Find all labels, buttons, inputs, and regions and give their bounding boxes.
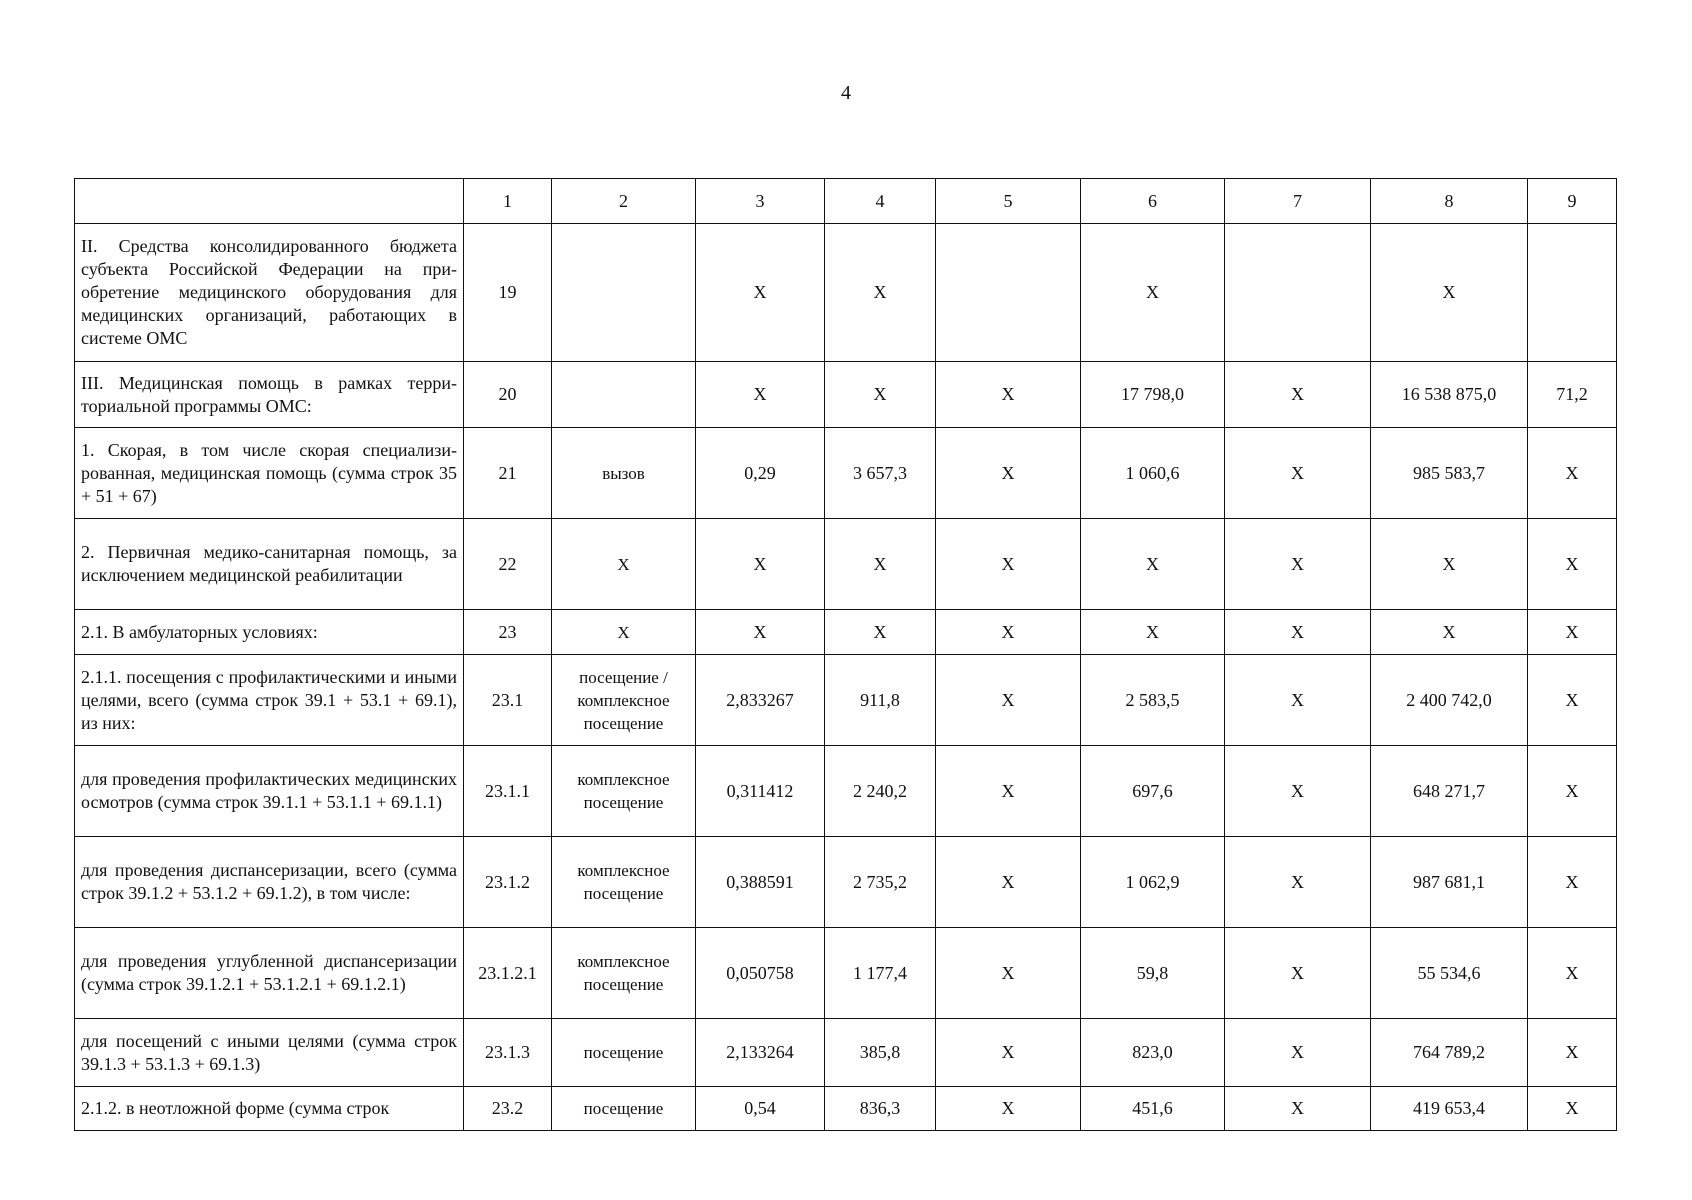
row-code: 23: [464, 610, 552, 655]
unit-cell: вызов: [552, 428, 696, 519]
column-header: 9: [1528, 179, 1617, 224]
value-cell: X: [1528, 428, 1617, 519]
value-cell: 0,050758: [696, 928, 825, 1019]
value-cell: 0,388591: [696, 837, 825, 928]
row-code: 22: [464, 519, 552, 610]
value-cell: [936, 224, 1081, 362]
value-cell: X: [825, 519, 936, 610]
value-cell: X: [936, 428, 1081, 519]
table-row: [75, 362, 1617, 428]
value-cell: X: [1528, 1019, 1617, 1087]
row-name: II. Средства консолидированного бюджета субъекта Российской Федерации на приобретение медицинского оборудования для медицинских организаций, работающих в системе ОМС: [75, 224, 464, 362]
unit-cell: X: [552, 610, 696, 655]
value-cell: X: [1225, 1087, 1371, 1131]
value-cell: X: [1528, 655, 1617, 746]
unit-cell: X: [552, 519, 696, 610]
value-cell: X: [1225, 610, 1371, 655]
column-header: 4: [825, 179, 936, 224]
table-row: [75, 655, 1617, 746]
table-row: [75, 610, 1617, 655]
value-cell: X: [696, 519, 825, 610]
value-cell: X: [936, 746, 1081, 837]
unit-cell: посещение / комплексное посещение: [552, 655, 696, 746]
value-cell: 0,29: [696, 428, 825, 519]
row-code: 21: [464, 428, 552, 519]
header-row: [75, 179, 1617, 224]
row-code: 23.1.1: [464, 746, 552, 837]
row-code: 23.1.2: [464, 837, 552, 928]
row-name: 2. Первичная медико-санитарная помощь, за исключением медицинской реабилитации: [75, 519, 464, 610]
value-cell: 2 240,2: [825, 746, 936, 837]
value-cell: 451,6: [1081, 1087, 1225, 1131]
value-cell: X: [936, 928, 1081, 1019]
row-name: III. Медицинская помощь в рамках территориальной программы ОМС:: [75, 362, 464, 428]
value-cell: X: [936, 610, 1081, 655]
value-cell: 648 271,7: [1371, 746, 1528, 837]
value-cell: 55 534,6: [1371, 928, 1528, 1019]
column-header: 6: [1081, 179, 1225, 224]
unit-cell: комплексное посещение: [552, 837, 696, 928]
row-name: для посещений с иными целями (сумма строк 39.1.3 + 53.1.3 + 69.1.3): [75, 1019, 464, 1087]
value-cell: X: [1225, 928, 1371, 1019]
row-name: для проведения диспансеризации, всего (сумма строк 39.1.2 + 53.1.2 + 69.1.2), в том числе:: [75, 837, 464, 928]
row-code: 23.1.2.1: [464, 928, 552, 1019]
value-cell: 697,6: [1081, 746, 1225, 837]
value-cell: X: [936, 1019, 1081, 1087]
row-name: 2.1.1. посещения с профилактическими и иными целями, всего (сумма строк 39.1 + 53.1 + 69.1), из них:: [75, 655, 464, 746]
value-cell: 2 400 742,0: [1371, 655, 1528, 746]
value-cell: X: [1225, 428, 1371, 519]
unit-cell: посещение: [552, 1087, 696, 1131]
unit-cell: [552, 224, 696, 362]
value-cell: X: [1081, 610, 1225, 655]
value-cell: X: [1528, 519, 1617, 610]
value-cell: 1 060,6: [1081, 428, 1225, 519]
value-cell: 2 583,5: [1081, 655, 1225, 746]
table-row: [75, 928, 1617, 1019]
value-cell: X: [1225, 1019, 1371, 1087]
value-cell: [1225, 224, 1371, 362]
table-row: [75, 837, 1617, 928]
unit-cell: посещение: [552, 1019, 696, 1087]
value-cell: X: [1528, 1087, 1617, 1131]
value-cell: X: [936, 655, 1081, 746]
value-cell: X: [1528, 610, 1617, 655]
value-cell: 836,3: [825, 1087, 936, 1131]
row-name: для проведения профилактических медицинских осмотров (сумма строк 39.1.1 + 53.1.1 + 69.1.1): [75, 746, 464, 837]
table-row: [75, 746, 1617, 837]
value-cell: X: [1371, 224, 1528, 362]
unit-cell: комплексное посещение: [552, 746, 696, 837]
value-cell: X: [1081, 224, 1225, 362]
value-cell: 764 789,2: [1371, 1019, 1528, 1087]
column-header: 3: [696, 179, 825, 224]
value-cell: 0,54: [696, 1087, 825, 1131]
value-cell: X: [1225, 837, 1371, 928]
row-name: 1. Скорая, в том числе скорая специализированная, медицинская помощь (сумма строк 35 + 51 + 67): [75, 428, 464, 519]
row-code: 20: [464, 362, 552, 428]
column-header: 5: [936, 179, 1081, 224]
value-cell: X: [825, 224, 936, 362]
value-cell: 1 062,9: [1081, 837, 1225, 928]
column-header: [75, 179, 464, 224]
value-cell: 2,133264: [696, 1019, 825, 1087]
value-cell: [1528, 224, 1617, 362]
unit-cell: [552, 362, 696, 428]
value-cell: X: [1081, 519, 1225, 610]
value-cell: X: [696, 362, 825, 428]
value-cell: 823,0: [1081, 1019, 1225, 1087]
value-cell: 987 681,1: [1371, 837, 1528, 928]
table-row: [75, 1019, 1617, 1087]
unit-cell: комплексное посещение: [552, 928, 696, 1019]
value-cell: 1 177,4: [825, 928, 936, 1019]
value-cell: X: [825, 362, 936, 428]
budget-table: [74, 178, 1617, 1131]
table-row: [75, 1087, 1617, 1131]
row-code: 23.2: [464, 1087, 552, 1131]
value-cell: X: [1528, 928, 1617, 1019]
value-cell: X: [936, 519, 1081, 610]
value-cell: X: [1528, 746, 1617, 837]
value-cell: 2,833267: [696, 655, 825, 746]
column-header: 8: [1371, 179, 1528, 224]
column-header: 1: [464, 179, 552, 224]
value-cell: 985 583,7: [1371, 428, 1528, 519]
value-cell: 911,8: [825, 655, 936, 746]
value-cell: X: [1225, 655, 1371, 746]
table-row: [75, 224, 1617, 362]
row-name: 2.1.2. в неотложной форме (сумма строк: [75, 1087, 464, 1131]
value-cell: X: [1528, 837, 1617, 928]
value-cell: X: [936, 1087, 1081, 1131]
value-cell: 2 735,2: [825, 837, 936, 928]
table-row: [75, 428, 1617, 519]
row-code: 19: [464, 224, 552, 362]
value-cell: X: [696, 610, 825, 655]
column-header: 7: [1225, 179, 1371, 224]
value-cell: 385,8: [825, 1019, 936, 1087]
value-cell: X: [825, 610, 936, 655]
row-name: 2.1. В амбулаторных условиях:: [75, 610, 464, 655]
value-cell: 59,8: [1081, 928, 1225, 1019]
value-cell: 0,311412: [696, 746, 825, 837]
value-cell: X: [1225, 519, 1371, 610]
value-cell: X: [1225, 746, 1371, 837]
value-cell: X: [1371, 610, 1528, 655]
row-code: 23.1.3: [464, 1019, 552, 1087]
value-cell: X: [1371, 519, 1528, 610]
page-number: 4: [841, 82, 851, 104]
value-cell: X: [936, 362, 1081, 428]
row-code: 23.1: [464, 655, 552, 746]
value-cell: 16 538 875,0: [1371, 362, 1528, 428]
value-cell: 71,2: [1528, 362, 1617, 428]
value-cell: X: [936, 837, 1081, 928]
value-cell: X: [696, 224, 825, 362]
table-row: [75, 519, 1617, 610]
value-cell: 419 653,4: [1371, 1087, 1528, 1131]
value-cell: X: [1225, 362, 1371, 428]
row-name: для проведения углубленной диспансеризации (сумма строк 39.1.2.1 + 53.1.2.1 + 69.1.2.1): [75, 928, 464, 1019]
value-cell: 3 657,3: [825, 428, 936, 519]
value-cell: 17 798,0: [1081, 362, 1225, 428]
column-header: 2: [552, 179, 696, 224]
